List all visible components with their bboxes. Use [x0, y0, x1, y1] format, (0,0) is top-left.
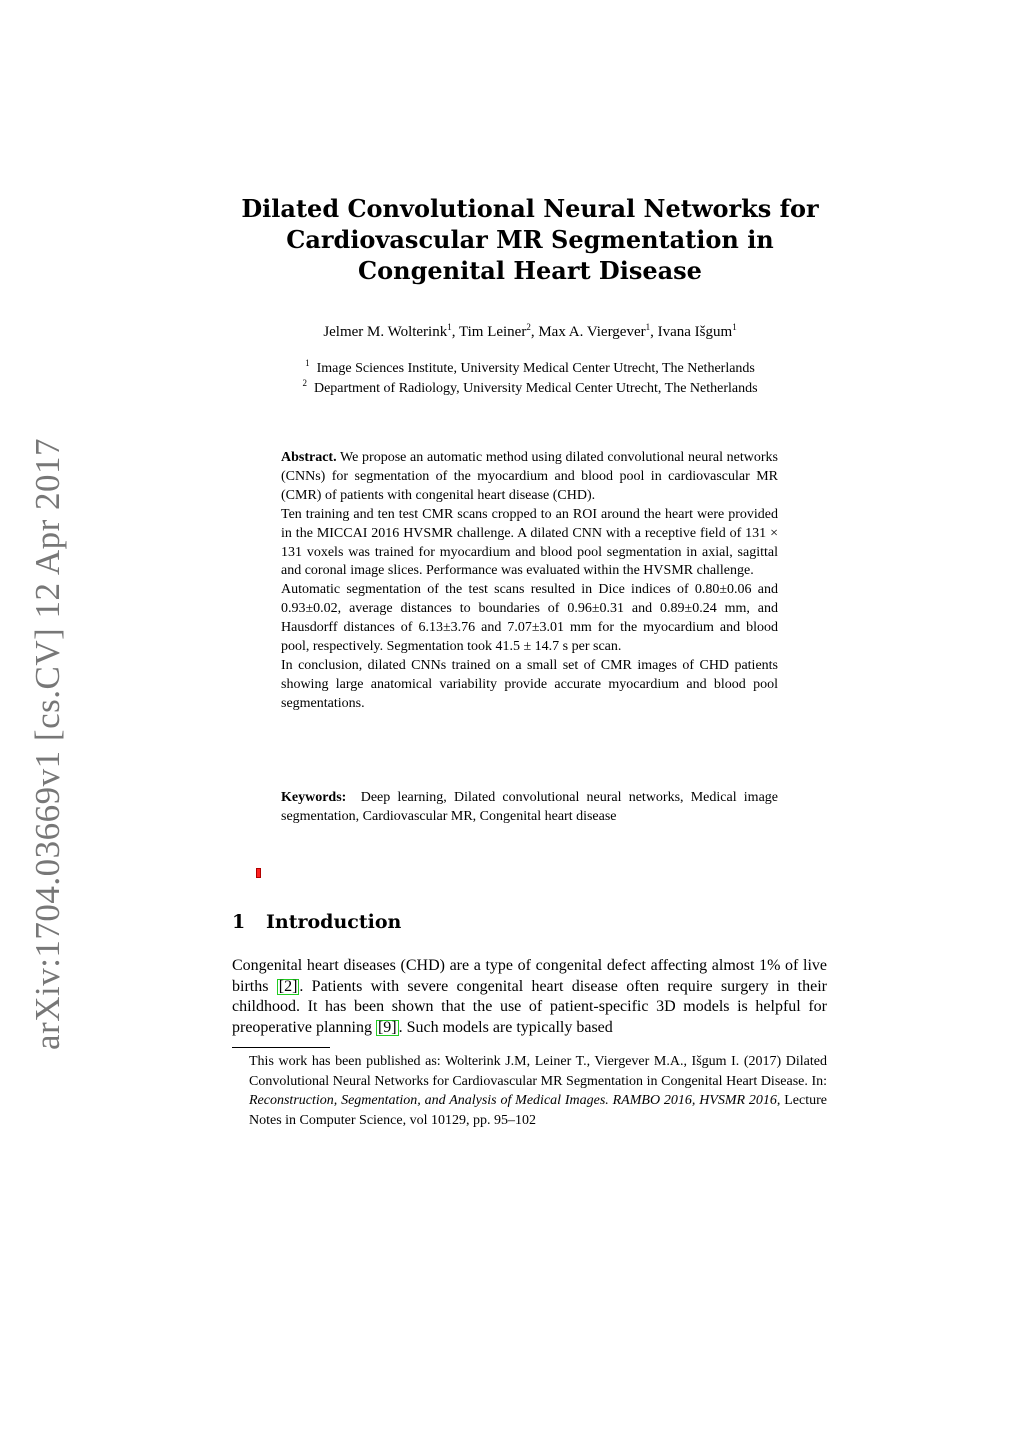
author-name: Max A. Viergever — [538, 324, 646, 340]
author-name: Jelmer M. Wolterink — [323, 324, 448, 340]
footnote-rule — [232, 1047, 330, 1048]
intro-paragraph — [232, 956, 827, 1038]
paper-title — [230, 193, 830, 286]
section-title: Introduction — [266, 911, 402, 933]
link-marker — [256, 868, 261, 878]
author-name: Tim Leiner — [458, 324, 527, 340]
keywords-text: Deep learning, Dilated convolutional neural networks, Medical image segmentation, Cardiovascular MR, Congenital heart disease — [281, 790, 778, 824]
citation-link[interactable]: [9] — [377, 1018, 397, 1036]
arxiv-identifier: arXiv:1704.03669v1 [cs.CV] 12 Apr 2017 — [28, 437, 67, 1050]
affiliation-text: Department of Radiology, University Medical Center Utrecht, The Netherlands — [313, 381, 758, 396]
title-line: Cardiovascular MR Segmentation in — [286, 225, 774, 254]
affiliation-text: Image Sciences Institute, University Medical Center Utrecht, The Netherlands — [316, 361, 755, 376]
footnote-text: This work has been published as: Wolterink J.M, Leiner T., Viergever M.A., Išgum I. (2017) Dilated Convolutional Neural Networks for Cardiovascular MR Segmentation in Congenital Heart Disease. In: — [249, 1054, 827, 1089]
citation-link[interactable]: [2] — [278, 977, 298, 995]
abstract-paragraph — [281, 449, 778, 506]
author-list: Jelmer M. Wolterink$^1$, Tim Leiner$^2$, Max A. Viergever$^1$, Ivana Išgum$^1$ — [323, 322, 737, 340]
author-name: Ivana Išgum — [657, 324, 733, 340]
section-heading — [232, 911, 401, 933]
abstract-label: Abstract. — [281, 450, 337, 465]
footnote-text: , Lecture Notes in Computer Science, vol 10129, pp. 95–102 — [249, 1093, 827, 1128]
title-line: Dilated Convolutional Neural Networks for — [241, 194, 819, 223]
abstract-paragraph: Automatic segmentation of the test scans resulted in Dice indices of 0.80±0.06 and 0.93±0.02, average distances to boundaries of 0.96±0.31 and 0.89±0.24 mm, and Hausdorff distances of 6.13±3.76 and 7.07±3.01 mm for the myocardium and blood pool, respectively. Segmentation took 41.5 ± 14.7 s per scan. — [281, 582, 778, 655]
intro-text: Congenital heart diseases (CHD) are a type of congenital defect affecting almost 1% of live births — [232, 957, 827, 995]
affiliation-number: 2 — [302, 378, 307, 388]
affiliations — [230, 359, 830, 399]
affiliation — [230, 379, 830, 399]
affiliation — [230, 359, 830, 379]
author-affiliation-mark: 1 — [645, 322, 651, 332]
footnote — [249, 1052, 827, 1130]
abstract-paragraph: Ten training and ten test CMR scans cropped to an ROI around the heart were provided in the MICCAI 2016 HVSMR challenge. A dilated CNN with a receptive field of 131 × 131 voxels was trained for myocardium and blood pool segmentation in axial, sagittal and coronal image slices. Performance was evaluated within the HVSMR challenge. — [281, 506, 778, 579]
keywords — [281, 788, 778, 826]
affiliation-number: 1 — [305, 358, 310, 368]
author-affiliation-mark: 2 — [526, 322, 531, 332]
intro-text: . Such models are typically based — [398, 1018, 613, 1036]
abstract-paragraph: In conclusion, dilated CNNs trained on a small set of CMR images of CHD patients showing large anatomical variability provide accurate myocardium and blood pool segmentations. — [281, 657, 778, 711]
keywords-label: Keywords: — [281, 790, 347, 805]
author-affiliation-mark: 1 — [447, 322, 452, 332]
footnote-venue: Reconstruction, Segmentation, and Analysis of Medical Images. RAMBO 2016, HVSMR 2016 — [249, 1093, 777, 1108]
author-affiliation-mark: 1 — [732, 322, 737, 332]
title-line: Congenital Heart Disease — [358, 256, 702, 285]
intro-text: . Patients with severe congenital heart disease often require surgery in their childhood. It has been shown that the use of patient-specific 3D models is helpful for preoperative planning — [232, 977, 827, 1036]
abstract-text: We propose an automatic method using dilated convolutional neural networks (CNNs) for segmentation of the myocardium and blood pool in cardiovascular MR (CMR) of patients with congenital heart disease (CHD). — [281, 450, 778, 503]
section-number: 1 — [232, 911, 246, 933]
abstract — [281, 449, 778, 714]
